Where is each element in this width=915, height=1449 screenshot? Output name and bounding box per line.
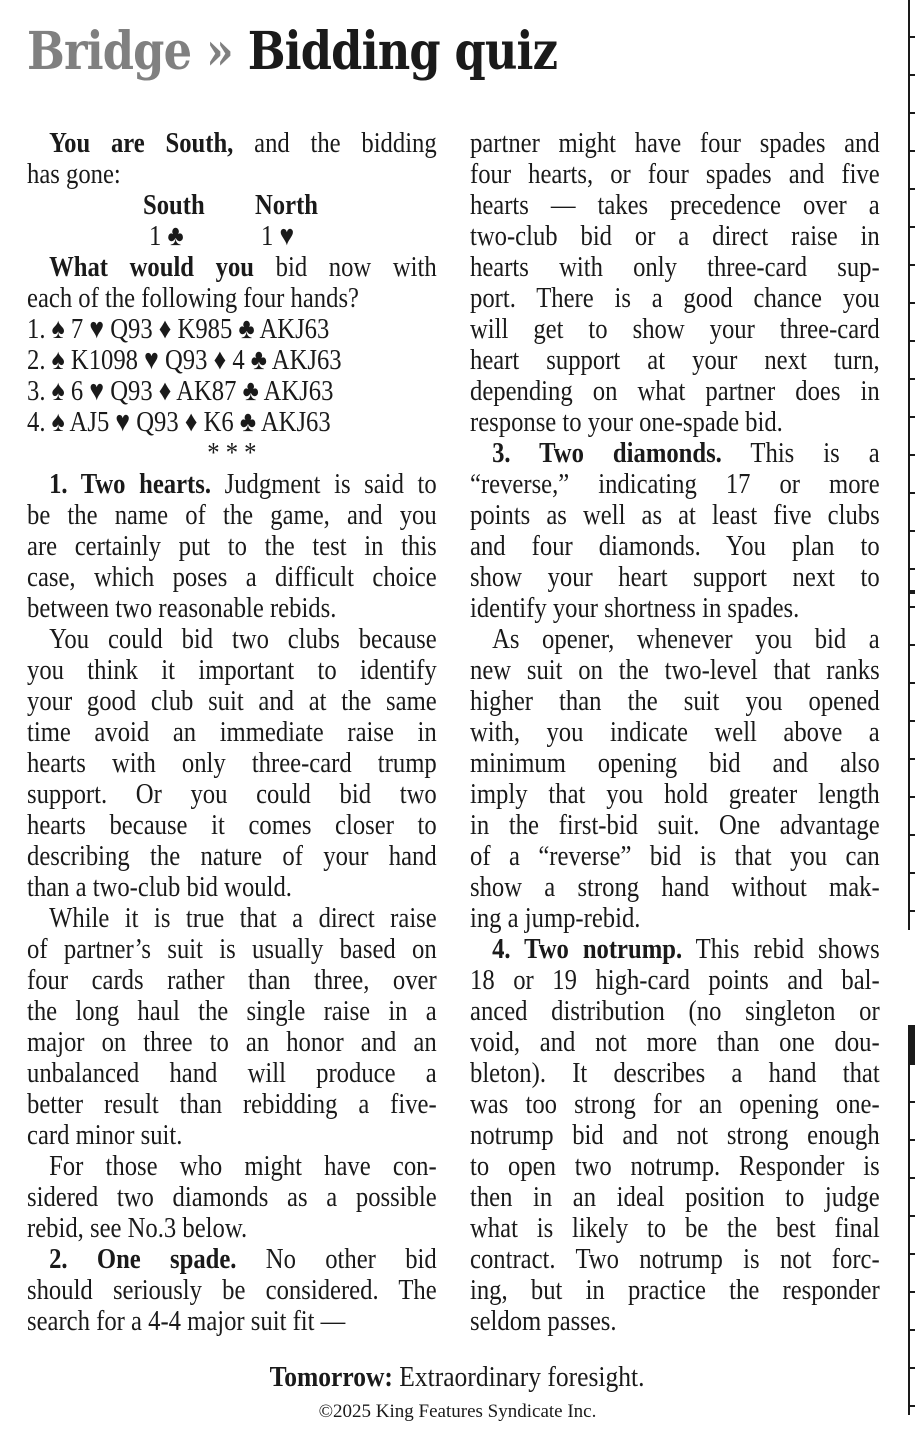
paragraph-line	[470, 1089, 880, 1120]
hand-line	[27, 345, 437, 376]
adjacent-grid-edge	[908, 0, 915, 930]
paragraph-line	[27, 717, 437, 748]
paragraph-line	[27, 624, 437, 655]
paragraph-line	[470, 1151, 880, 1182]
line-text: While it is true that a direct raise	[49, 902, 437, 934]
hand-line	[27, 314, 437, 345]
paragraph-line	[27, 1058, 437, 1089]
tomorrow-teaser	[0, 1360, 915, 1394]
paragraph-line	[470, 624, 880, 655]
paragraph-line	[470, 128, 880, 159]
paragraph-line	[470, 748, 880, 779]
line-text: in the first-bid suit. One advantage	[470, 809, 880, 841]
line-text: new suit on the two-level that ranks	[470, 654, 880, 686]
line-text: your good club suit and at the same	[27, 685, 437, 717]
paragraph-line	[470, 376, 880, 407]
line-text: bid now with	[275, 251, 437, 283]
hand-line	[27, 407, 437, 438]
hand-line	[27, 376, 437, 407]
paragraph-lead: 4. Two notrump.	[492, 933, 683, 965]
paragraph-line	[470, 190, 880, 221]
paragraph-line	[27, 996, 437, 1027]
paragraph-line	[27, 903, 437, 934]
paragraph-line	[470, 562, 880, 593]
line-text: ing a jump-rebid.	[470, 902, 641, 934]
line-text: partner might have four spades and	[470, 127, 880, 159]
bidding-call: 1 ♣	[149, 220, 184, 252]
tomorrow-text: Extraordinary foresight.	[399, 1361, 645, 1393]
line-text: 3. ♠ 6 ♥ Q93 ♦ AK87 ♣ AKJ63	[27, 375, 334, 407]
paragraph-line	[470, 500, 880, 531]
line-text: higher than the suit you opened	[470, 685, 880, 717]
line-text: * * *	[207, 437, 257, 469]
line-text: sidered two diamonds as a possible	[27, 1181, 437, 1213]
paragraph-line	[27, 748, 437, 779]
paragraph-line	[27, 283, 437, 314]
line-text: time avoid an immediate raise in	[27, 716, 437, 748]
paragraph-line	[27, 655, 437, 686]
line-text: than a two-club bid would.	[27, 871, 292, 903]
separator	[27, 438, 437, 469]
line-text: hearts — takes precedence over a	[470, 189, 880, 221]
paragraph-line	[470, 1306, 880, 1337]
paragraph-line	[470, 469, 880, 500]
paragraph-line	[470, 903, 880, 934]
line-text: four hearts, or four spades and five	[470, 158, 880, 190]
line-text: hearts because it comes closer to	[27, 809, 437, 841]
line-text: was too strong for an opening one-	[470, 1088, 880, 1120]
paragraph-line	[470, 1275, 880, 1306]
line-text: be the name of the game, and you	[27, 499, 437, 531]
paragraph-line	[27, 531, 437, 562]
line-text: of partner’s suit is usually based on	[27, 933, 437, 965]
paragraph-lead: What would you	[49, 251, 255, 283]
paragraph-line	[27, 841, 437, 872]
paragraph-line	[470, 1120, 880, 1151]
line-text: with, you indicate well above a	[470, 716, 880, 748]
line-text: imply that you hold greater length	[470, 778, 880, 810]
line-text: 2. ♠ K1098 ♥ Q93 ♦ 4 ♣ AKJ63	[27, 344, 342, 376]
line-text: seldom passes.	[470, 1305, 617, 1337]
paragraph-line	[470, 1244, 880, 1275]
paragraph-line	[470, 872, 880, 903]
copyright: ©2025 King Features Syndicate Inc.	[318, 1401, 597, 1422]
paragraph-line	[27, 562, 437, 593]
paragraph-line	[27, 872, 437, 903]
paragraph-line	[470, 252, 880, 283]
line-text: port. There is a good chance you	[470, 282, 880, 314]
paragraph-line	[27, 1151, 437, 1182]
paragraph-line	[27, 252, 437, 283]
paragraph-line	[27, 1027, 437, 1058]
paragraph-line	[27, 1275, 437, 1306]
line-text: heart support at your next turn,	[470, 344, 880, 376]
line-text: bleton). It describes a hand that	[470, 1057, 880, 1089]
article-column-right	[470, 128, 880, 1337]
line-text: “reverse,” indicating 17 or more	[470, 468, 880, 500]
paragraph-line	[27, 1182, 437, 1213]
line-text: four cards rather than three, over	[27, 964, 437, 996]
line-text: each of the following four hands?	[27, 282, 359, 314]
line-text: of a “reverse” bid is that you can	[470, 840, 880, 872]
paragraph-line	[27, 686, 437, 717]
paragraph-line	[470, 1027, 880, 1058]
grid-divider	[908, 590, 915, 594]
adjacent-grid-edge-lower	[908, 1025, 915, 1415]
line-text: card minor suit.	[27, 1119, 183, 1151]
line-text: identify your shortness in spades.	[470, 592, 800, 624]
line-text: to open two notrump. Responder is	[470, 1150, 880, 1182]
line-text: show a strong hand without mak-	[470, 871, 880, 903]
paragraph-line	[27, 934, 437, 965]
line-text: 18 or 19 high-card points and bal-	[470, 964, 880, 996]
line-text: you think it important to identify	[27, 654, 437, 686]
paragraph-line	[27, 1244, 437, 1275]
tomorrow-label: Tomorrow:	[270, 1361, 394, 1393]
paragraph-line	[470, 314, 880, 345]
paragraph-line	[470, 996, 880, 1027]
paragraph-lead: You are South,	[49, 127, 234, 159]
line-text: hearts with only three-card sup-	[470, 251, 880, 283]
paragraph-line	[470, 779, 880, 810]
line-text: rebid, see No.3 below.	[27, 1212, 248, 1244]
line-text: the long haul the single raise in a	[27, 995, 437, 1027]
line-text: between two reasonable rebids.	[27, 592, 337, 624]
line-text: depending on what partner does in	[470, 375, 880, 407]
line-text: hearts with only three-card trump	[27, 747, 437, 779]
line-text: For those who might have con-	[49, 1150, 437, 1182]
paragraph-line	[27, 1306, 437, 1337]
line-text: then in an ideal position to judge	[470, 1181, 880, 1213]
paragraph-line	[27, 159, 437, 190]
line-text: show your heart support next to	[470, 561, 880, 593]
line-text: No other bid	[265, 1243, 437, 1275]
paragraph-line	[27, 593, 437, 624]
line-text: 4. ♠ AJ5 ♥ Q93 ♦ K6 ♣ AKJ63	[27, 406, 331, 438]
paragraph-line	[470, 686, 880, 717]
paragraph-line	[470, 1182, 880, 1213]
column-title: Bidding quiz	[247, 21, 558, 82]
paragraph-lead: 1. Two hearts.	[49, 468, 212, 500]
paragraph-line	[470, 841, 880, 872]
bidding-seat: North	[255, 189, 318, 221]
line-text: unbalanced hand will produce a	[27, 1057, 437, 1089]
line-text: anced distribution (no singleton or	[470, 995, 880, 1027]
line-text: notrump bid and not strong enough	[470, 1119, 880, 1151]
line-text: response to your one-spade bid.	[470, 406, 783, 438]
paragraph-line	[470, 221, 880, 252]
line-text: better result than rebidding a five-	[27, 1088, 437, 1120]
paragraph-line	[470, 1058, 880, 1089]
paragraph-line	[470, 407, 880, 438]
paragraph-line	[27, 810, 437, 841]
paragraph-line	[27, 1120, 437, 1151]
bidding-row	[27, 221, 437, 252]
line-text: two-club bid or a direct raise in	[470, 220, 880, 252]
line-text: You could bid two clubs because	[49, 623, 437, 655]
paragraph-line	[470, 717, 880, 748]
line-text: case, which poses a difficult choice	[27, 561, 437, 593]
bidding-header	[27, 190, 437, 221]
paragraph-line	[470, 593, 880, 624]
paragraph-line	[27, 128, 437, 159]
paragraph-lead: 3. Two diamonds.	[492, 437, 722, 469]
line-text: void, and not more than one dou-	[470, 1026, 880, 1058]
paragraph-line	[27, 1089, 437, 1120]
paragraph-line	[470, 531, 880, 562]
paragraph-line	[470, 345, 880, 376]
line-text: search for a 4-4 major suit fit —	[27, 1305, 346, 1337]
article-column-left	[27, 128, 437, 1337]
paragraph-line	[470, 810, 880, 841]
line-text: major on three to an honor and an	[27, 1026, 437, 1058]
line-text: This rebid shows	[695, 933, 880, 965]
line-text: has gone:	[27, 158, 121, 190]
paragraph-line	[27, 1213, 437, 1244]
paragraph-line	[470, 283, 880, 314]
paragraph-lead: 2. One spade.	[49, 1243, 237, 1275]
paragraph-line	[27, 779, 437, 810]
line-text: and four diamonds. You plan to	[470, 530, 880, 562]
line-text: are certainly put to the test in this	[27, 530, 437, 562]
paragraph-line	[470, 655, 880, 686]
paragraph-line	[27, 469, 437, 500]
line-text: points as well as at least five clubs	[470, 499, 880, 531]
paragraph-line	[470, 965, 880, 996]
line-text: minimum opening bid and also	[470, 747, 880, 779]
paragraph-line	[470, 159, 880, 190]
paragraph-line	[470, 438, 880, 469]
line-text: As opener, whenever you bid a	[492, 623, 880, 655]
section-label: Bridge »	[27, 21, 233, 82]
line-text: support. Or you could bid two	[27, 778, 437, 810]
bidding-seat: South	[143, 189, 205, 221]
paragraph-line	[470, 934, 880, 965]
line-text: 1. ♠ 7 ♥ Q93 ♦ K985 ♣ AKJ63	[27, 313, 330, 345]
line-text: contract. Two notrump is not forc-	[470, 1243, 880, 1275]
line-text: will get to show your three-card	[470, 313, 880, 345]
line-text: what is likely to be the best final	[470, 1212, 880, 1244]
line-text: describing the nature of your hand	[27, 840, 437, 872]
line-text: ing, but in practice the responder	[470, 1274, 880, 1306]
line-text: This is a	[750, 437, 880, 469]
paragraph-line	[27, 965, 437, 996]
bidding-call: 1 ♥	[261, 220, 295, 252]
page-title	[27, 22, 557, 82]
line-text: should seriously be considered. The	[27, 1274, 437, 1306]
paragraph-line	[27, 500, 437, 531]
line-text: and the bidding	[254, 127, 437, 159]
line-text: Judgment is said to	[224, 468, 437, 500]
paragraph-line	[470, 1213, 880, 1244]
